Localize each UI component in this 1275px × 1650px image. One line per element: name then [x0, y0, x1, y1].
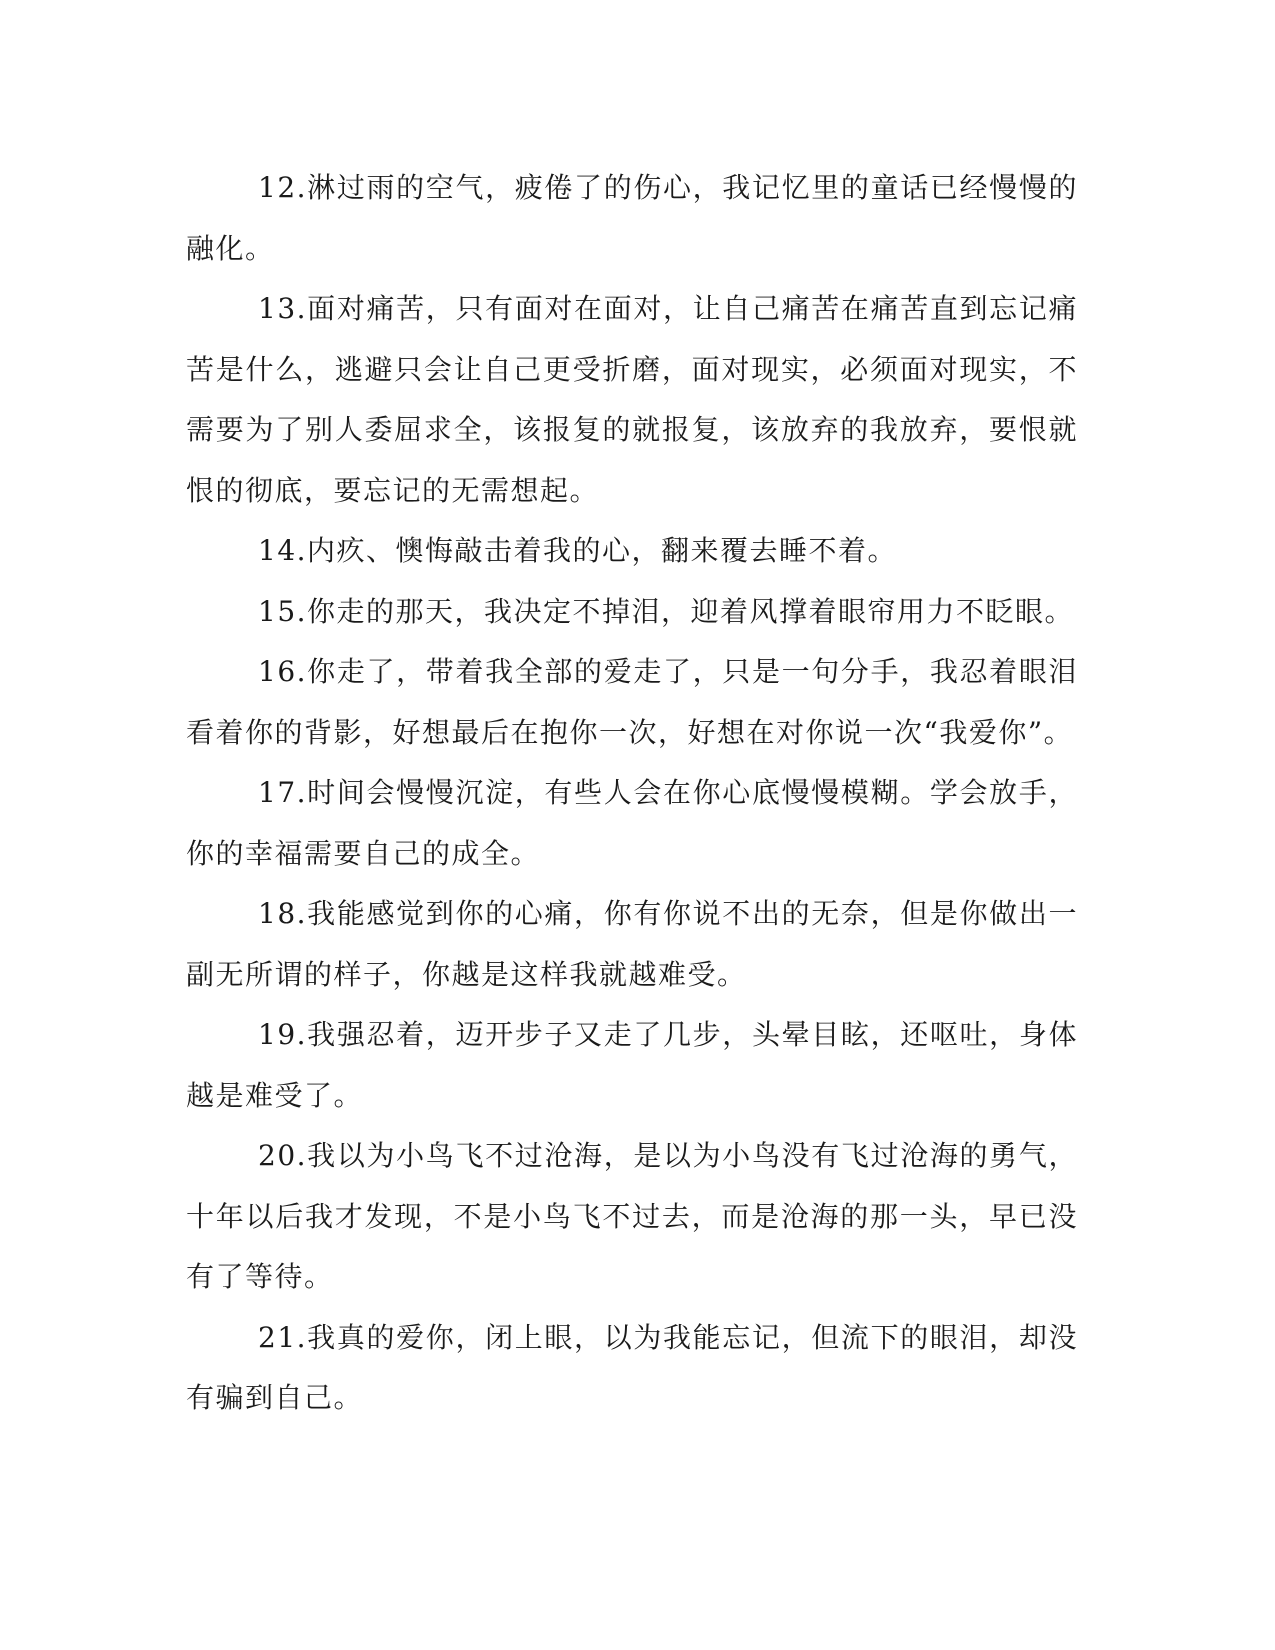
paragraph-16: 16.你走了，带着我全部的爱走了，只是一句分手，我忍着眼泪看着你的背影，好想最后在抱你一次，好想在对你说一次“我爱你”。 [186, 655, 1078, 749]
document-body [186, 158, 1078, 1429]
paragraph-20: 20.我以为小鸟飞不过沧海，是以为小鸟没有飞过沧海的勇气，十年以后我才发现，不是小鸟飞不过去，而是沧海的那一头，早已没有了等待。 [186, 1139, 1078, 1293]
paragraph-13: 13.面对痛苦，只有面对在面对，让自己痛苦在痛苦直到忘记痛苦是什么，逃避只会让自己更受折磨，面对现实，必须面对现实，不需要为了别人委屈求全，该报复的就报复，该放弃的我放弃，要恨就恨的彻底，要忘记的无需想起。 [186, 292, 1078, 507]
paragraph-17: 17.时间会慢慢沉淀，有些人会在你心底慢慢模糊。学会放手，你的幸福需要自己的成全。 [186, 776, 1078, 870]
paragraph-19: 19.我强忍着，迈开步子又走了几步，头晕目眩，还呕吐，身体越是难受了。 [186, 1018, 1078, 1112]
paragraph-21: 21.我真的爱你，闭上眼，以为我能忘记，但流下的眼泪，却没有骗到自己。 [186, 1320, 1078, 1414]
paragraph-12: 12.淋过雨的空气，疲倦了的伤心，我记忆里的童话已经慢慢的融化。 [186, 171, 1078, 265]
paragraph-15: 15.你走的那天，我决定不掉泪，迎着风撑着眼帘用力不眨眼。 [258, 594, 1075, 628]
paragraph-14: 14.内疚、懊悔敲击着我的心，翻来覆去睡不着。 [258, 534, 898, 567]
paragraph-18: 18.我能感觉到你的心痛，你有你说不出的无奈，但是你做出一副无所谓的样子，你越是这样我就越难受。 [186, 897, 1078, 991]
